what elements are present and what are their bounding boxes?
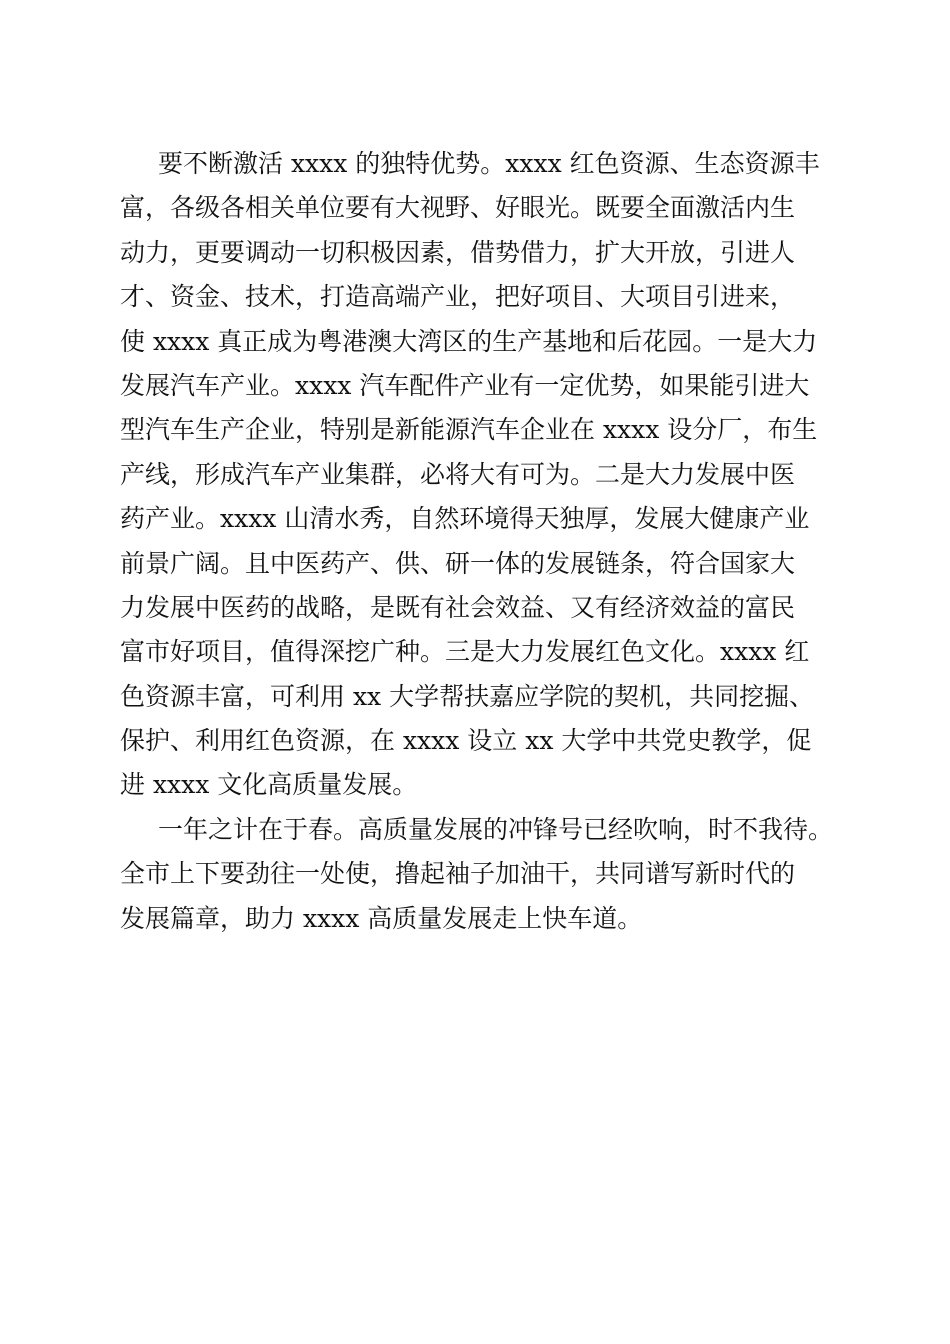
paragraph-line: 全市上下要劲往一处使，撸起袖子加油干，共同谱写新时代的 xyxy=(120,859,796,889)
paragraph-line: 力发展中医药的战略，是既有社会效益、又有经济效益的富民 xyxy=(120,592,796,622)
paragraph-line: 动力，更要调动一切积极因素，借势借力，扩大开放，引进人 xyxy=(120,237,796,267)
paragraph-line: 进 xxxx 文化高质量发展。 xyxy=(120,770,418,800)
paragraph-line: 发展篇章，助力 xxxx 高质量发展走上快车道。 xyxy=(120,903,643,933)
paragraph-line: 富，各级各相关单位要有大视野、好眼光。既要全面激活内生 xyxy=(120,193,796,223)
paragraph-line: 前景广阔。且中医药产、供、研一体的发展链条，符合国家大 xyxy=(120,548,796,578)
paragraph-line: 产线，形成汽车产业集群，必将大有可为。二是大力发展中医 xyxy=(120,459,796,489)
paragraph-line: 型汽车生产企业，特别是新能源汽车企业在 xxxx 设分厂，布生 xyxy=(120,415,818,445)
paragraph-line: 保护、利用红色资源，在 xxxx 设立 xx 大学中共党史教学，促 xyxy=(120,726,812,756)
paragraph-line: 要不断激活 xxxx 的独特优势。xxxx 红色资源、生态资源丰 xyxy=(158,149,820,178)
paragraph-line: 药产业。xxxx 山清水秀，自然环境得天独厚，发展大健康产业 xyxy=(120,504,810,534)
paragraph-line: 一年之计在于春。高质量发展的冲锋号已经吹响，时不我待。 xyxy=(158,814,834,844)
paragraph-line: 使 xxxx 真正成为粤港澳大湾区的生产基地和后花园。一是大力 xyxy=(120,326,818,356)
paragraph-2 xyxy=(120,808,840,941)
paragraph-1 xyxy=(120,142,840,808)
paragraph-line: 发展汽车产业。xxxx 汽车配件产业有一定优势，如果能引进大 xyxy=(120,370,810,400)
paragraph-line: 富市好项目，值得深挖广种。三是大力发展红色文化。xxxx 红 xyxy=(120,637,810,667)
paragraph-line: 色资源丰富，可利用 xx 大学帮扶嘉应学院的契机，共同挖掘、 xyxy=(120,681,815,711)
document-body xyxy=(120,142,840,941)
paragraph-line: 才、资金、技术，打造高端产业，把好项目、大项目引进来， xyxy=(120,282,796,312)
